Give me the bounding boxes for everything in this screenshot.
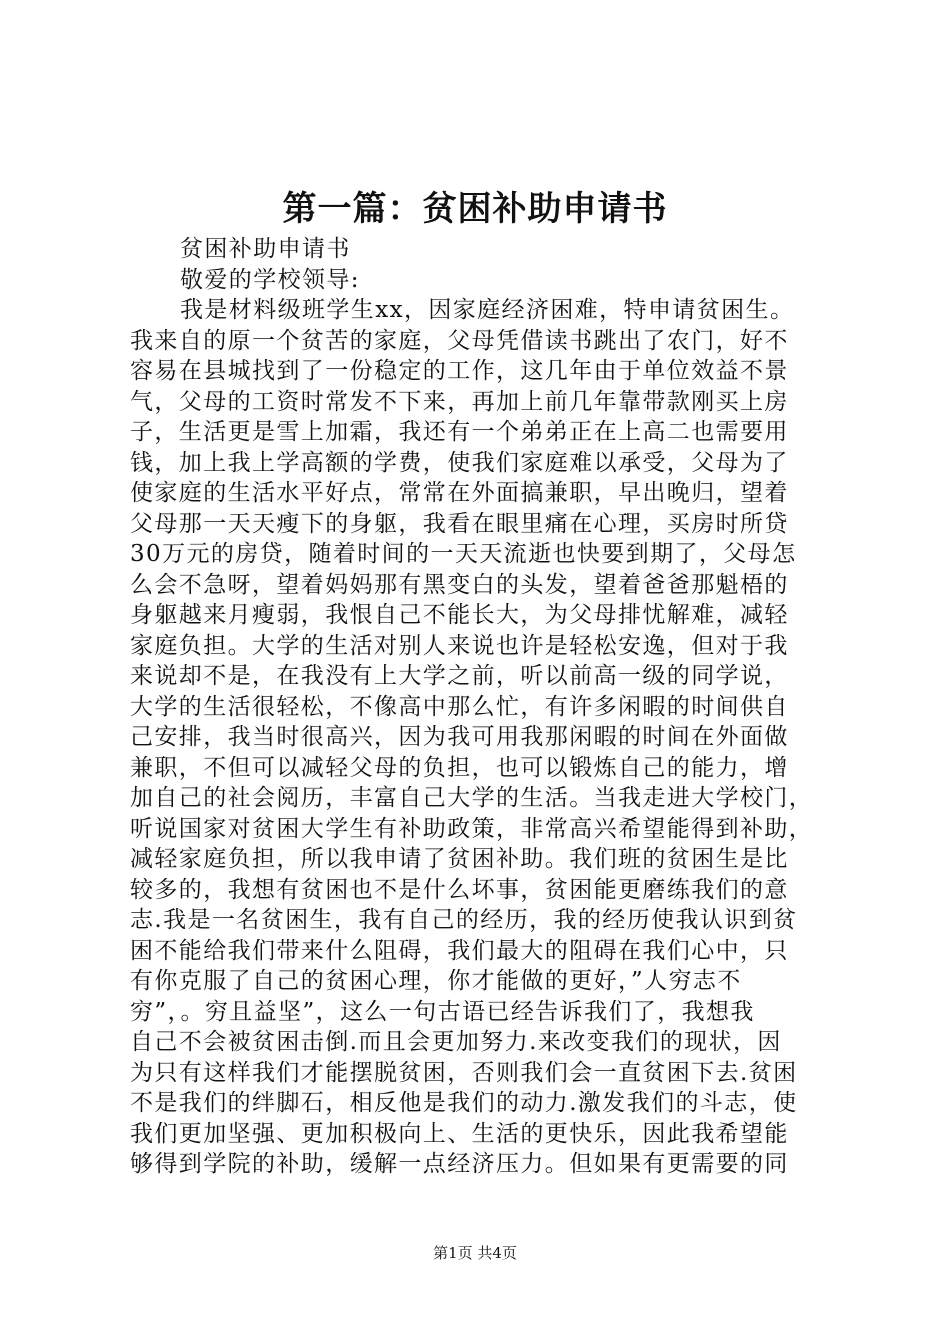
salutation-line: 敬爱的学校领导:: [180, 266, 360, 293]
paragraph-line: 我来自的原一个贫苦的家庭，父母凭借读书跳出了农门，好不: [130, 327, 789, 354]
paragraph-line: 容易在县城找到了一份稳定的工作，这几年由于单位效益不景: [130, 358, 789, 384]
paragraph-line: 志.我是一名贫困生，我有自己的经历，我的经历使我认识到贫: [130, 907, 798, 933]
paragraph-line: 钱，加上我上学高额的学费，使我们家庭难以承受，父母为了: [130, 449, 789, 476]
paragraph-line: 气，父母的工资时常发不下来，再加上前几年靠带款刚买上房: [130, 388, 789, 415]
paragraph-line: 己安排，我当时很高兴，因为我可用我那闲暇的时间在外面做: [130, 724, 789, 750]
paragraph-line: 兼职，不但可以减轻父母的负担，也可以锻炼自己的能力，增: [130, 754, 789, 781]
paragraph-line: 我是材料级班学生xx，因家庭经济困难，特申请贫困生。: [180, 297, 795, 323]
paragraph-line: 减轻家庭负担，所以我申请了贫困补助。我们班的贫困生是比: [130, 846, 789, 872]
paragraph-line: 加自己的社会阅历，丰富自己大学的生活。当我走进大学校门，: [130, 785, 814, 811]
paragraph-line: 子，生活更是雪上加霜，我还有一个弟弟正在上高二也需要用: [130, 419, 789, 445]
paragraph-line: 么会不急呀，望着妈妈那有黑变白的头发，望着爸爸那魁梧的: [130, 571, 789, 598]
paragraph-line: 自己不会被贫困击倒.而且会更加努力.来改变我们的现状，因: [130, 1029, 782, 1055]
paragraph-line: 听说国家对贫困大学生有补助政策，非常高兴希望能得到补助，: [130, 815, 814, 842]
paragraph-line: 够得到学院的补助，缓解一点经济压力。但如果有更需要的同: [130, 1151, 789, 1177]
page-number-footer: 第1页 共4页: [433, 1244, 517, 1262]
paragraph-line: 较多的，我想有贫困也不是什么坏事，贫困能更磨练我们的意: [130, 876, 789, 903]
paragraph-line: 30万元的房贷，随着时间的一天天流逝也快要到期了，父母怎: [130, 541, 797, 567]
paragraph-line: 来说却不是，在我没有上大学之前，听以前高一级的同学说，: [130, 663, 789, 689]
paragraph-line: 身躯越来月瘦弱，我恨自己不能长大，为父母排忧解难，减轻: [130, 602, 789, 628]
document-body: [130, 234, 830, 1180]
paragraph-line: 家庭负担。大学的生活对别人来说也许是轻松安逸，但对于我: [130, 632, 789, 659]
paragraph-line: 为只有这样我们才能摆脱贫困，否则我们会一直贫困下去.贫困: [130, 1059, 798, 1086]
paragraph-line: 使家庭的生活水平好点，常常在外面搞兼职，早出晚归，望着: [130, 480, 789, 506]
paragraph-line: 大学的生活很轻松，不像高中那么忙，有许多闲暇的时间供自: [130, 693, 789, 720]
paragraph-line: 穷”，。穷且益坚”，这么一句古语已经告诉我们了，我想我: [130, 998, 755, 1025]
paragraph-line: 我们更加坚强、更加积极向上、生活的更快乐，因此我希望能: [130, 1120, 789, 1147]
document-title: 第一篇：贫困补助申请书: [282, 189, 668, 229]
heading-line: 贫困补助申请书: [180, 236, 351, 262]
paragraph-line: 不是我们的绊脚石，相反他是我们的动力.激发我们的斗志，使: [130, 1090, 798, 1116]
paragraph-line: 困不能给我们带来什么阻碍，我们最大的阻碍在我们心中，只: [130, 937, 789, 964]
paragraph-line: 父母那一天天瘦下的身躯，我看在眼里痛在心理，买房时所贷: [130, 510, 789, 537]
paragraph-line: 有你克服了自己的贫困心理，你才能做的更好，”人穷志不: [130, 968, 742, 994]
